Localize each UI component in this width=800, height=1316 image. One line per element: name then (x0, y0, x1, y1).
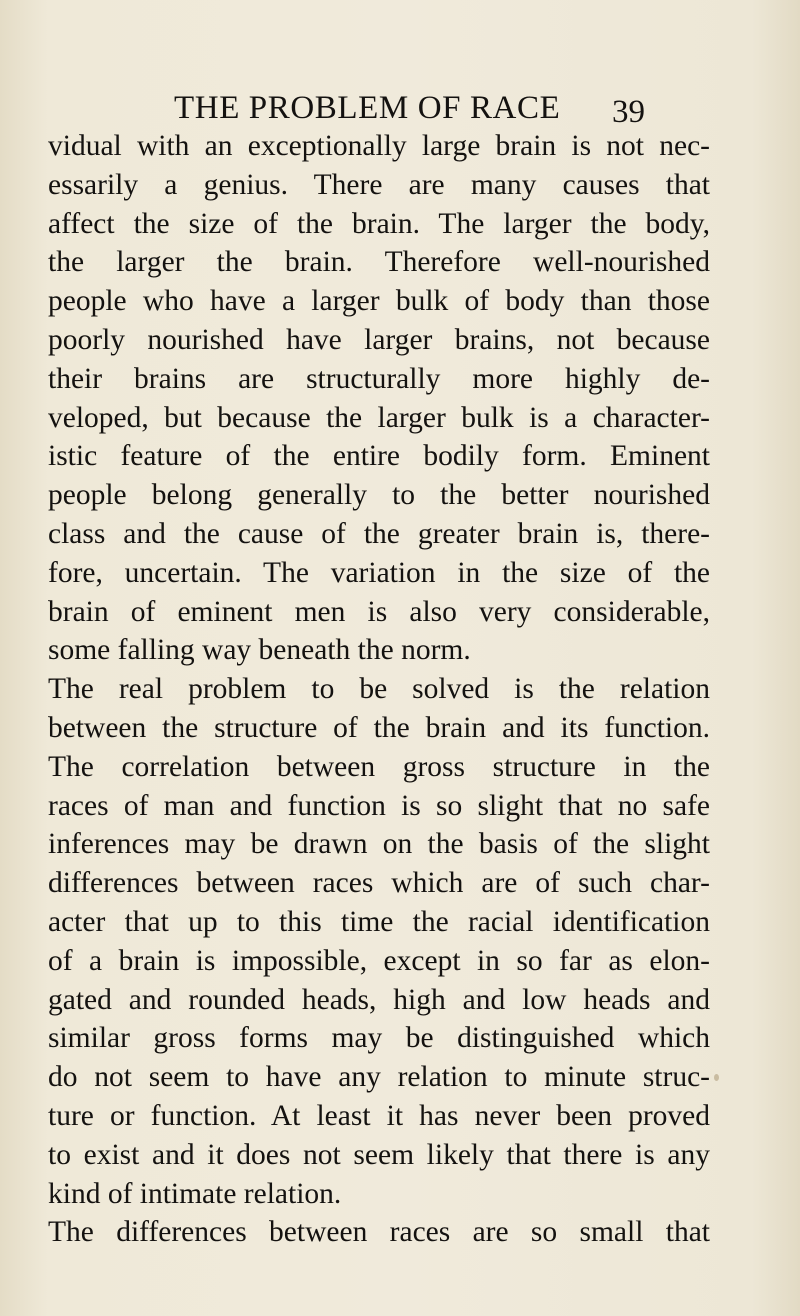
text-line: of a brain is impossible, except in so far as elon- (48, 944, 710, 977)
text-line: poorly nourished have larger brains, not because (48, 323, 710, 356)
text-line: The correlation between gross structure in the (48, 750, 710, 783)
text-line: inferences may be drawn on the basis of the slight (48, 828, 710, 861)
text-line: the larger the brain. Therefore well-nourished (48, 246, 710, 279)
page-number: 39 (612, 94, 645, 130)
text-line: their brains are structurally more highly de- (48, 362, 710, 395)
text-line: essarily a genius. There are many causes that (48, 168, 710, 201)
text-line: between the structure of the brain and its function. (48, 711, 710, 744)
text-line: The differences between races are so small that (48, 1216, 710, 1249)
text-line: istic feature of the entire bodily form. Eminent (48, 440, 710, 473)
text-line: affect the size of the brain. The larger the body, (48, 207, 710, 240)
text-line: some falling way beneath the norm. (48, 634, 471, 667)
text-line: to exist and it does not seem likely that there is any (48, 1138, 710, 1171)
running-title: THE PROBLEM OF RACE (174, 90, 561, 126)
text-line: vidual with an exceptionally large brain is not nec- (48, 130, 710, 162)
body-text (48, 127, 710, 1252)
text-line: gated and rounded heads, high and low heads and (48, 983, 710, 1016)
text-line: class and the cause of the greater brain is, there- (48, 517, 710, 550)
text-line: veloped, but because the larger bulk is a character- (48, 401, 710, 434)
text-line: kind of intimate relation. (48, 1177, 342, 1210)
text-line: ture or function. At least it has never been proved (48, 1099, 710, 1132)
text-line: The real problem to be solved is the relation (48, 673, 710, 706)
text-line: fore, uncertain. The variation in the size of the (48, 556, 710, 589)
text-line: brain of eminent men is also very considerable, (48, 595, 710, 628)
text-line: similar gross forms may be distinguished which (48, 1022, 710, 1055)
text-line: races of man and function is so slight that no safe (48, 789, 710, 822)
text-line: people who have a larger bulk of body than those (48, 285, 710, 318)
text-line: do not seem to have any relation to minute struc- (48, 1061, 710, 1094)
text-line: people belong generally to the better nourished (48, 479, 710, 512)
paper-speck (714, 1074, 719, 1081)
text-line: differences between races which are of such char- (48, 867, 710, 900)
text-line: acter that up to this time the racial identification (48, 905, 710, 938)
